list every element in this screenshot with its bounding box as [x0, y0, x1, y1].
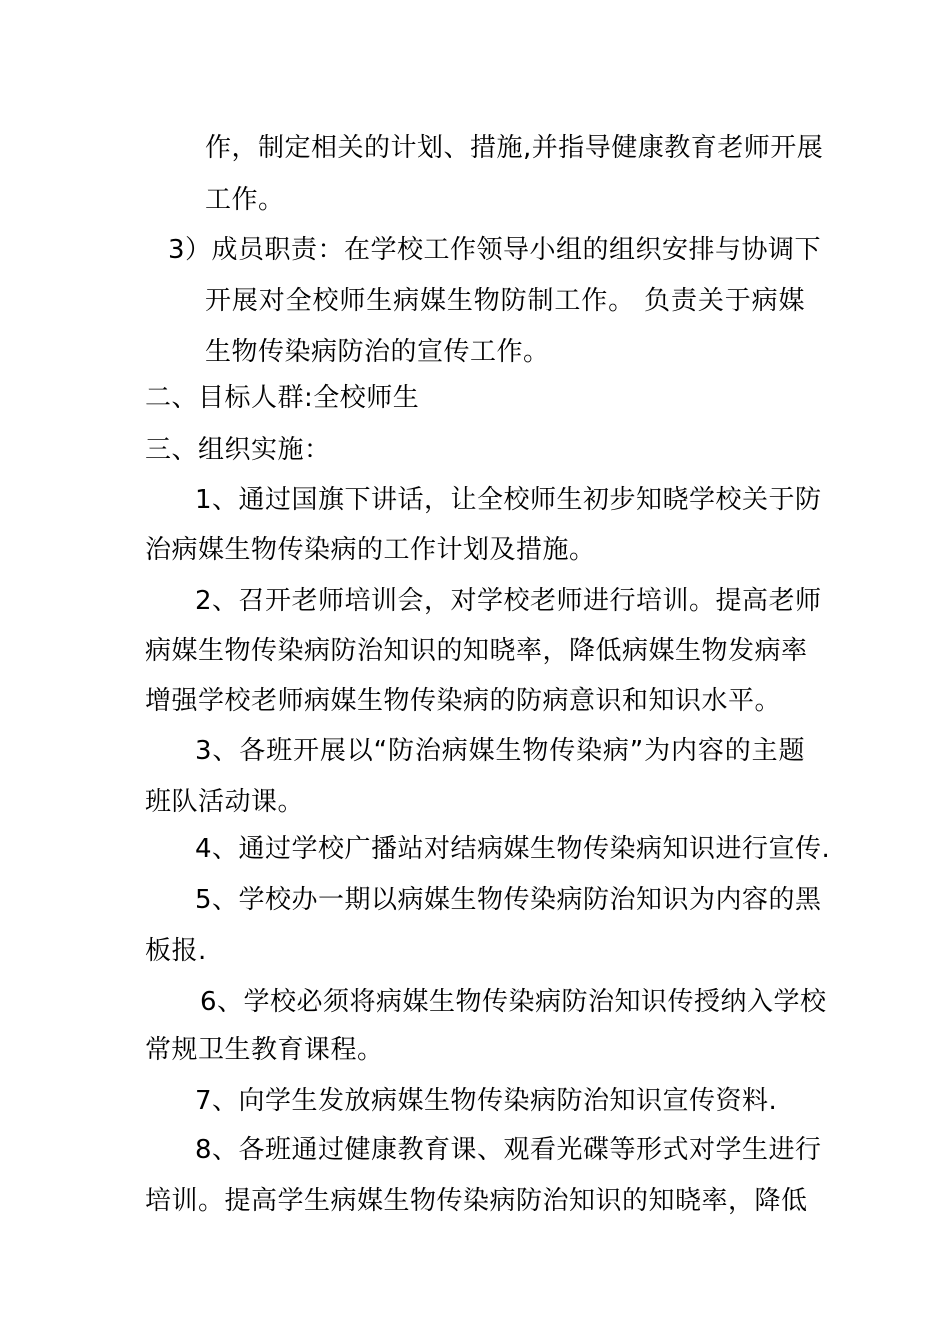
paragraph-line: 常规卫生教育课程。	[145, 1035, 384, 1065]
paragraph-line: 作，制定相关的计划、措施,并指导健康教育老师开展	[205, 133, 824, 163]
paragraph-line: 3）成员职责：在学校工作领导小组的组织安排与协调下	[168, 235, 822, 265]
paragraph-line: 8、各班通过健康教育课、观看光碟等形式对学生进行	[195, 1135, 822, 1165]
paragraph-line: 6、学校必须将病媒生物传染病防治知识传授纳入学校	[200, 987, 827, 1017]
paragraph-line: 增强学校老师病媒生物传染病的防病意识和知识水平。	[145, 686, 782, 716]
paragraph-line: 工作。	[205, 185, 285, 215]
section-heading: 二、目标人群:全校师生	[145, 383, 420, 413]
paragraph-line: 病媒生物传染病防治知识的知晓率，降低病媒生物发病率	[145, 636, 808, 666]
paragraph-line: 7、向学生发放病媒生物传染病防治知识宣传资料.	[195, 1086, 778, 1116]
paragraph-line: 5、学校办一期以病媒生物传染病防治知识为内容的黑	[195, 885, 822, 915]
paragraph-line: 1、通过国旗下讲话，让全校师生初步知晓学校关于防	[195, 485, 822, 515]
paragraph-line: 4、通过学校广播站对结病媒生物传染病知识进行宣传.	[195, 834, 831, 864]
paragraph-line: 2、召开老师培训会，对学校老师进行培训。提高老师	[195, 586, 822, 616]
paragraph-line: 治病媒生物传染病的工作计划及措施。	[145, 535, 596, 565]
paragraph-line: 班队活动课。	[145, 787, 305, 817]
paragraph-line: 培训。提高学生病媒生物传染病防治知识的知晓率，降低	[145, 1186, 808, 1216]
paragraph-line: 生物传染病防治的宣传工作。	[205, 337, 550, 367]
section-heading: 三、组织实施：	[145, 435, 331, 465]
paragraph-line: 3、各班开展以“防治病媒生物传染病”为内容的主题	[195, 736, 805, 766]
paragraph-line: 开展对全校师生病媒生物防制工作。 负责关于病媒	[205, 286, 805, 316]
paragraph-line: 板报.	[145, 936, 207, 966]
